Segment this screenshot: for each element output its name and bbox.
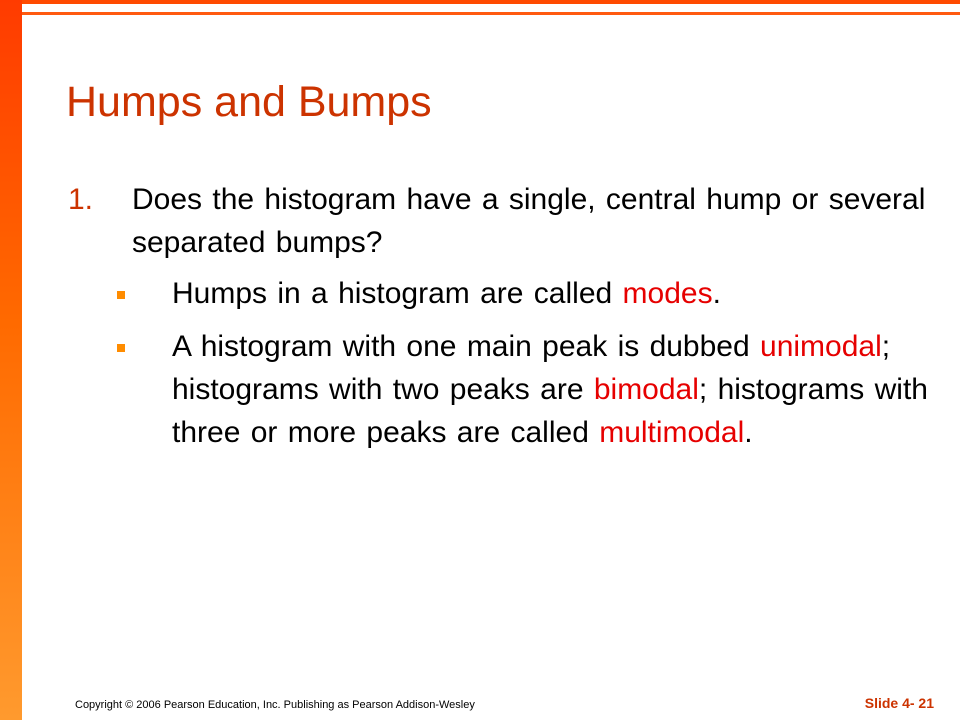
slide-title: Humps and Bumps [66, 78, 432, 126]
term-bimodal: bimodal [593, 373, 699, 406]
bullet-text: ; histograms with two peaks are [172, 330, 891, 406]
top-rule [22, 0, 960, 4]
bullet-text: A histogram with one main peak is dubbed [172, 330, 761, 363]
item-text: Does the histogram have a single, central hump or several separated bumps? [132, 183, 926, 259]
bullet-text: Humps in a histogram are called [172, 277, 623, 310]
bullet-text: ; histograms with three or more peaks are called [172, 373, 928, 449]
bullet-text-end: . [744, 416, 753, 449]
top-rule-secondary [22, 12, 960, 15]
term-multimodal: multimodal [599, 416, 745, 449]
slide-content [68, 178, 938, 454]
bullet-text-end: . [712, 277, 721, 310]
left-accent-bar [0, 0, 22, 720]
numbered-item-1 [68, 178, 938, 264]
term-modes: modes [622, 277, 713, 310]
slide-number: Slide 4- 21 [864, 695, 934, 711]
bullet-item-modality [68, 325, 938, 454]
bullet-item-modes [68, 272, 938, 315]
square-bullet-icon [117, 344, 125, 352]
square-bullet-icon [117, 291, 125, 299]
term-unimodal: unimodal [760, 330, 882, 363]
footer-copyright: Copyright © 2006 Pearson Education, Inc. Publishing as Pearson Addison-Wesley [75, 699, 475, 711]
item-number: 1. [68, 183, 94, 216]
